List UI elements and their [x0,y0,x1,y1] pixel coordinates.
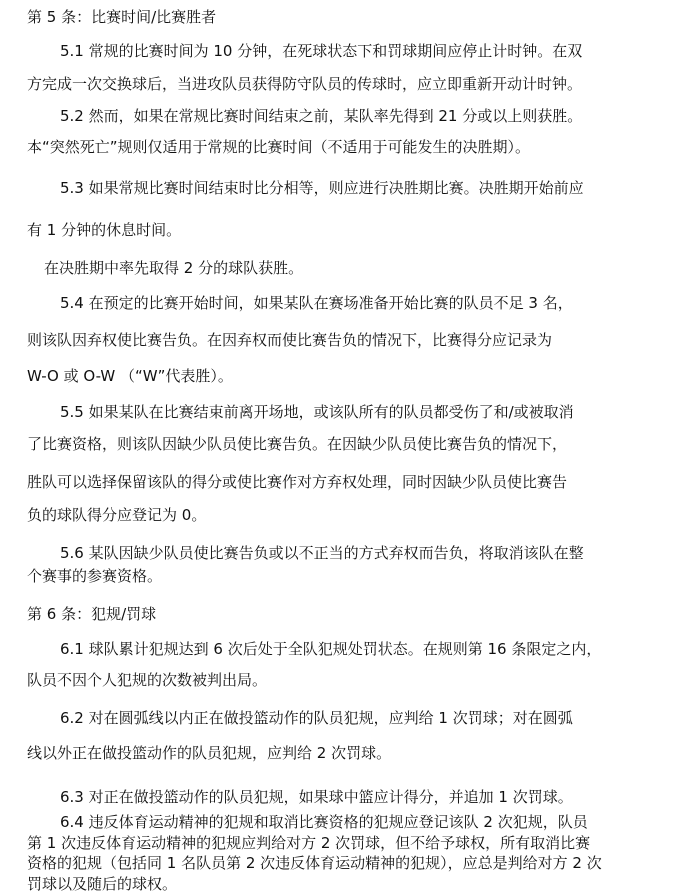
paragraph-5-4-line-1: 5.4 在预定的比赛开始时间，如果某队在赛场准备开始比赛的队员不足 3 名， [60,294,573,312]
paragraph-5-4-line-3: W-O 或 O-W （“W”代表胜）。 [27,367,233,385]
paragraph-5-5-line-1: 5.5 如果某队在比赛结束前离开场地，或该队所有的队员都受伤了和/或被取消 [60,403,574,421]
paragraph-6-4-line-1: 6.4 违反体育运动精神的犯规和取消比赛资格的犯规应登记该队 2 次犯规，队员 [60,813,588,831]
paragraph-5-1-line-1: 5.1 常规的比赛时间为 10 分钟，在死球状态下和罚球期间应停止计时钟。在双 [60,42,583,60]
paragraph-5-6-line-2: 个赛事的参赛资格。 [27,567,163,585]
paragraph-5-2-line-2: 本“突然死亡”规则仅适用于常规的比赛时间（不适用于可能发生的决胜期）。 [27,138,531,156]
article-5-heading: 第 5 条：比赛时间/比赛胜者 [27,8,217,26]
paragraph-5-1-line-2: 方完成一次交换球后，当进攻队员获得防守队员的传球时，应立即重新开动计时钟。 [27,75,583,93]
paragraph-6-1-line-1: 6.1 球队累计犯规达到 6 次后处于全队犯规处罚状态。在规则第 16 条限定之内， [60,640,602,658]
paragraph-6-4-line-4: 罚球以及随后的球权。 [27,875,178,893]
paragraph-6-2-line-2: 线以外正在做投篮动作的队员犯规，应判给 2 次罚球。 [27,744,392,762]
paragraph-5-6-line-1: 5.6 某队因缺少队员使比赛告负或以不正当的方式弃权而告负，将取消该队在整 [60,544,584,562]
paragraph-6-1-line-2: 队员不因个人犯规的次数被判出局。 [27,671,268,689]
paragraph-6-3-line-1: 6.3 对正在做投篮动作的队员犯规，如果球中篮应计得分，并追加 1 次罚球。 [60,788,573,806]
paragraph-5-3-line-2: 有 1 分钟的休息时间。 [27,221,182,239]
paragraph-6-4-line-3: 资格的犯规（包括同 1 名队员第 2 次违反体育运动精神的犯规），应总是判给对方 2 次 [27,854,602,872]
article-6-heading: 第 6 条：犯规/罚球 [27,605,157,623]
paragraph-5-3-line-1: 5.3 如果常规比赛时间结束时比分相等，则应进行决胜期比赛。决胜期开始前应 [60,179,584,197]
paragraph-5-3-line-3: 在决胜期中率先取得 2 分的球队获胜。 [44,259,304,277]
paragraph-6-4-line-2: 第 1 次违反体育运动精神的犯规应判给对方 2 次罚球，但不给予球权，所有取消比赛 [27,834,591,852]
paragraph-5-5-line-2: 了比赛资格，则该队因缺少队员使比赛告负。在因缺少队员使比赛告负的情况下， [27,435,568,453]
paragraph-5-5-line-4: 负的球队得分应登记为 0。 [27,506,207,524]
paragraph-5-5-line-3: 胜队可以选择保留该队的得分或使比赛作对方弃权处理，同时因缺少队员使比赛告 [27,473,568,491]
paragraph-6-2-line-1: 6.2 对在圆弧线以内正在做投篮动作的队员犯规，应判给 1 次罚球；对在圆弧 [60,709,573,727]
paragraph-5-2-line-1: 5.2 然而，如果在常规比赛时间结束之前，某队率先得到 21 分或以上则获胜。 [60,107,583,125]
paragraph-5-4-line-2: 则该队因弃权使比赛告负。在因弃权而使比赛告负的情况下，比赛得分应记录为 [27,331,553,349]
